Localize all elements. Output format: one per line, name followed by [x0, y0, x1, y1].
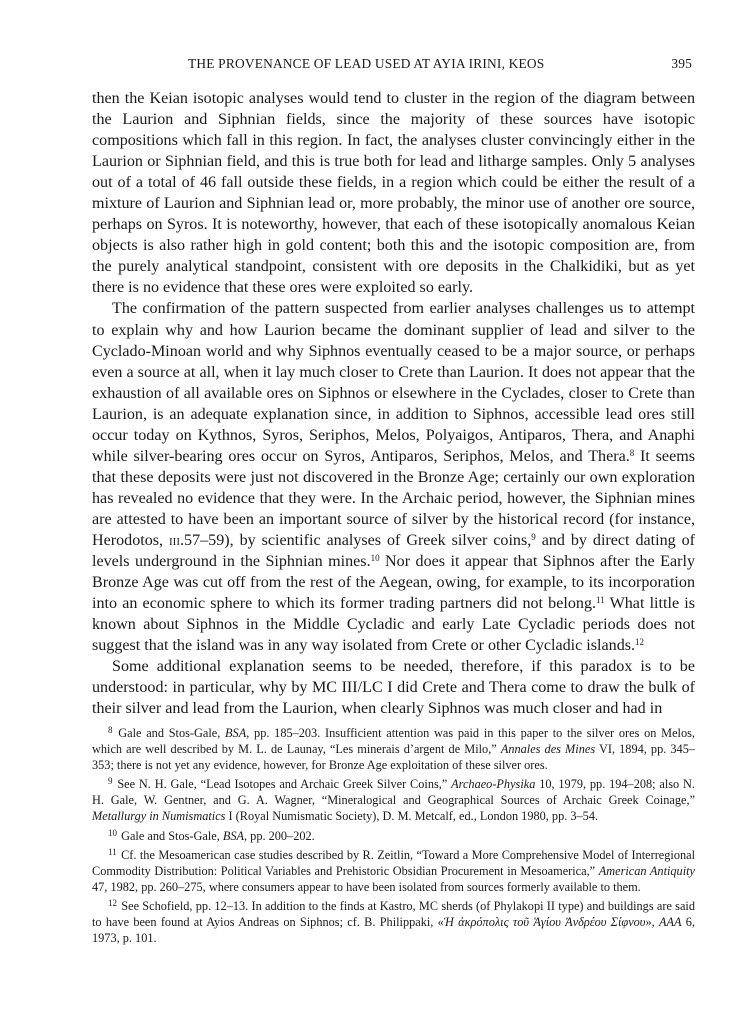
paragraph-1: then the Keian isotopic analyses would tend to cluster in the region of the diagram between the Laurion and Siphnian fields, since the majority of these sources have isotopic compositions which fall in this region. In fact, the analyses cluster convincingly either in the Laurion or Siphnian field, and this is true both for lead and litharge samples. Only 5 analyses out of a total of 46 fall outside these fields, in a region which could be either the result of a mixture of Laurion and Siphnian lead or, more probably, the minor use of another ore source, perhaps on Syros. It is noteworthy, however, that each of these isotopically anomalous Keian objects is also rather high in gold content; both this and the isotopic composition are, from the purely analytical standpoint, consistent with ore deposits in the Chalkidiki, but as yet there is no evidence that these ores were exploited so early. — [92, 90, 695, 297]
footnote-text: 6, 1973, p. 101. — [92, 915, 696, 946]
running-header — [92, 56, 696, 74]
footnote-ref-10[interactable]: 10 — [370, 553, 380, 564]
footnote-italic: BSA — [222, 828, 245, 843]
paragraph-2-text-c: .57–59), by scientific analyses of Greek silver coins, — [180, 531, 532, 549]
footnote-number: 10 — [108, 827, 117, 838]
paragraph-2 — [92, 298, 695, 656]
footnote-9 — [92, 773, 695, 824]
paragraph-2-text-d: and by direct dating of levels underground in the Siphnian mines. — [92, 531, 696, 571]
footnote-number: 11 — [108, 846, 117, 857]
footnote-text: », — [645, 915, 659, 930]
footnote-11 — [92, 844, 695, 895]
paragraph-2-text-b: It seems that these deposits were just not discovered in the Bronze Age; certainly our own exploration has revealed no evidence that they were. In the Archaic period, however, the Siphnian mines are attested to have been an important source of silver by the historical record (for instance, Herodotos, — [92, 447, 695, 549]
footnote-text: , pp. 200–202. — [244, 828, 315, 843]
footnote-text: , pp. 185–203. Insufficient attention was paid in this paper to the silver ores on Melos, which are well described by M. L. de Launay, “Les minerais d’argent de Milo,” — [92, 726, 695, 757]
footnote-italic: Metallurgy in Numismatics — [92, 809, 226, 824]
footnote-greek-title: Ἡ ἀκρόπολις τοῦ Ἁγίου Ἀνδρέου Σίφνου — [443, 915, 646, 930]
paragraph-2-text-e: Nor does it appear that Siphnos after the Early Bronze Age was cut off from the rest of the Aegean, owing, for example, to its incorporation into an economic sphere to which its former trading partners did not belong. — [92, 553, 695, 613]
paragraph-2-text-a: The confirmation of the pattern suspected from earlier analyses challenges us to attempt to explain why and how Laurion became the dominant supplier of lead and silver to the Cyclado-Minoan world and why Siphnos eventually ceased to be a major source, or perhaps even a source at all, when it lay much closer to Crete than Laurion. It does not appear that the exhaustion of all available ores on Siphnos or elsewhere in the Cyclades, closer to Crete than Laurion, is an adequate explanation since, in addition to Siphnos, accessible lead ores still occur today on Kythnos, Syros, Seriphos, Melos, Polyaigos, Antiparos, Thera, and Anaphi while silver-bearing ores occur on Syros, Antiparos, Seriphos, Melos, and Thera. — [92, 300, 695, 465]
footnote-italic: Annales des Mines — [500, 742, 596, 757]
footnote-8 — [92, 722, 695, 773]
footnote-text: See N. H. Gale, “Lead Isotopes and Archaic Greek Silver Coins,” — [113, 777, 452, 792]
footnote-italic: BSA — [225, 726, 247, 740]
herodotos-book-ref: iii — [169, 531, 181, 549]
running-title: THE PROVENANCE OF LEAD USED AT AYIA IRINI, KEOS — [188, 56, 545, 71]
paragraph-2-text-f: What little is known about Siphnos in the Middle Cycladic and early Late Cycladic periods does not suggest that the island was in any way isolated from Crete or other Cycladic islands. — [92, 595, 695, 655]
footnote-italic: AAA — [658, 915, 682, 930]
footnote-text: Cf. the Mesoamerican case studies described by R. Zeitlin, “Toward a More Comprehensive Model of Interregional Commodity Distribution: Political Variables and Prehistoric Obsidian Procurement in Mesoamerica,” — [92, 847, 695, 878]
main-text — [92, 88, 696, 718]
footnote-text: 10, 1979, pp. 194–208; also N. H. Gale, W. Gentner, and G. A. Wagner, “Mineralogical and Geographical Sources of Archaic Greek Coinage,” — [92, 777, 695, 808]
footnote-number: 9 — [108, 776, 113, 787]
paragraph-3: Some additional explanation seems to be needed, therefore, if this paradox is to be understood: in particular, why by MC III/LC I did Crete and Thera come to draw the bulk of their silver and lead from the Laurion, when clearly Siphnos was much closer and had in — [92, 658, 695, 718]
footnote-text: Gale and Stos-Gale, — [118, 828, 223, 843]
footnote-number: 12 — [108, 897, 117, 908]
footnote-ref-8[interactable]: 8 — [629, 447, 635, 458]
footnote-text: Gale and Stos-Gale, — [113, 726, 226, 740]
footnote-ref-9[interactable]: 9 — [531, 531, 536, 542]
footnote-10 — [92, 825, 695, 844]
footnote-12 — [92, 895, 695, 946]
footnote-text: I (Royal Numismatic Society), D. M. Metcalf, ed., London 1980, pp. 3–54. — [225, 809, 599, 824]
footnote-italic: American Antiquity — [598, 863, 695, 878]
footnote-text: VI, 1894, pp. 345–353; there is not yet any evidence, however, for Bronze Age exploitation of these silver ores. — [92, 742, 695, 773]
footnote-number: 8 — [108, 725, 113, 735]
footnote-italic: Archaeo-Physika — [451, 777, 536, 792]
footnote-text: See Schofield, pp. 12–13. In addition to the finds at Kastro, MC sherds (of Phylakopi II type) and buildings are said to have been found at Ayios Andreas on Siphnos; cf. B. Philippaki, « — [92, 898, 695, 930]
page-number: 395 — [671, 56, 692, 71]
footnote-ref-11[interactable]: 11 — [596, 595, 605, 606]
footnotes — [92, 722, 695, 946]
footnote-ref-12[interactable]: 12 — [635, 637, 645, 648]
footnote-text: 47, 1982, pp. 260–275, where consumers appear to have been isolated from sources formerly available to them. — [92, 879, 641, 894]
